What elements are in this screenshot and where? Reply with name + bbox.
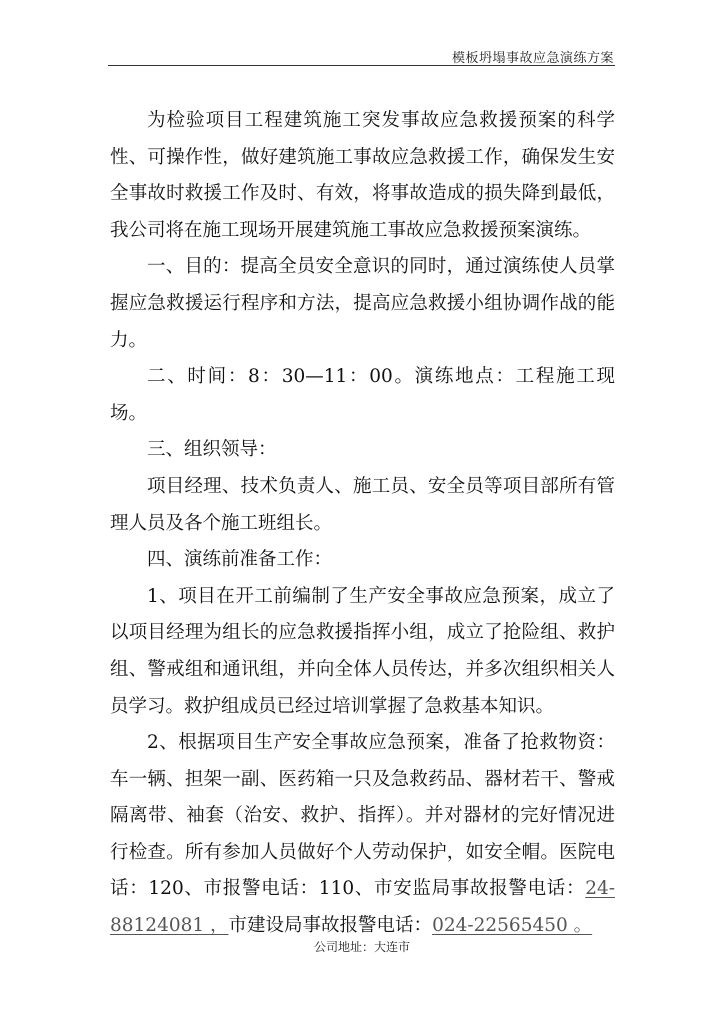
- preparation-2-text: 2、根据项目生产安全事故应急预案，准备了抢救物资：车一辆、担架一副、医药箱一只及急救药品、器材若干、警戒隔离带、袖套（治安、救护、指挥）。并对器材的完好情况进行检查。所有参加人员做好个人劳动保护，如安全帽。医院电话：120、市报警电话：110、市安监局事故报警电话：: [110, 732, 615, 900]
- preparation-2-text-middle: 市建设局事故报警电话：: [228, 915, 433, 937]
- paragraph-intro: 为检验项目工程建筑施工突发事故应急救援预案的科学性、可操作性，做好建筑施工事故应急救援工作，确保发生安全事故时救援工作及时、有效，将事故造成的损失降到最低，我公司将在施工现场开展建筑施工事故应急救援预案演练。: [110, 110, 615, 241]
- paragraph-preparation-2: [110, 725, 615, 945]
- section-heading-preparation: 四、演练前准备工作：: [147, 549, 333, 571]
- construction-bureau-phone-link[interactable]: 024-22565450 。: [432, 915, 593, 937]
- header-divider: [108, 65, 615, 66]
- paragraph-organization: 项目经理、技术负责人、施工员、安全员等项目部所有管理人员及各个施工班组长。: [110, 475, 615, 534]
- running-header-title: 模板坍塌事故应急演练方案: [451, 51, 614, 66]
- footer-address: 公司地址：大连市: [313, 940, 410, 954]
- paragraph-time-location: 二、时间：8：30—11：00。演练地点：工程施工现场。: [110, 366, 615, 424]
- paragraph-purpose: 一、目的：提高全员安全意识的同时，通过演练使人员掌握应急救援运行程序和方法，提高应急救援小组协调作战的能力。: [110, 256, 615, 351]
- document-body: [110, 103, 615, 945]
- paragraph-preparation-1: 1、项目在开工前编制了生产安全事故应急预案，成立了以项目经理为组长的应急救援指挥小组，成立了抢险组、救护组、警戒组和通讯组，并向全体人员传达，并多次组织相关人员学习。救护组成员已经过培训掌握了急救基本知识。: [110, 585, 615, 717]
- section-heading-organization: 三、组织领导：: [147, 439, 277, 461]
- safety-bureau-phone-link[interactable]: 24-88124081 ，: [110, 878, 615, 937]
